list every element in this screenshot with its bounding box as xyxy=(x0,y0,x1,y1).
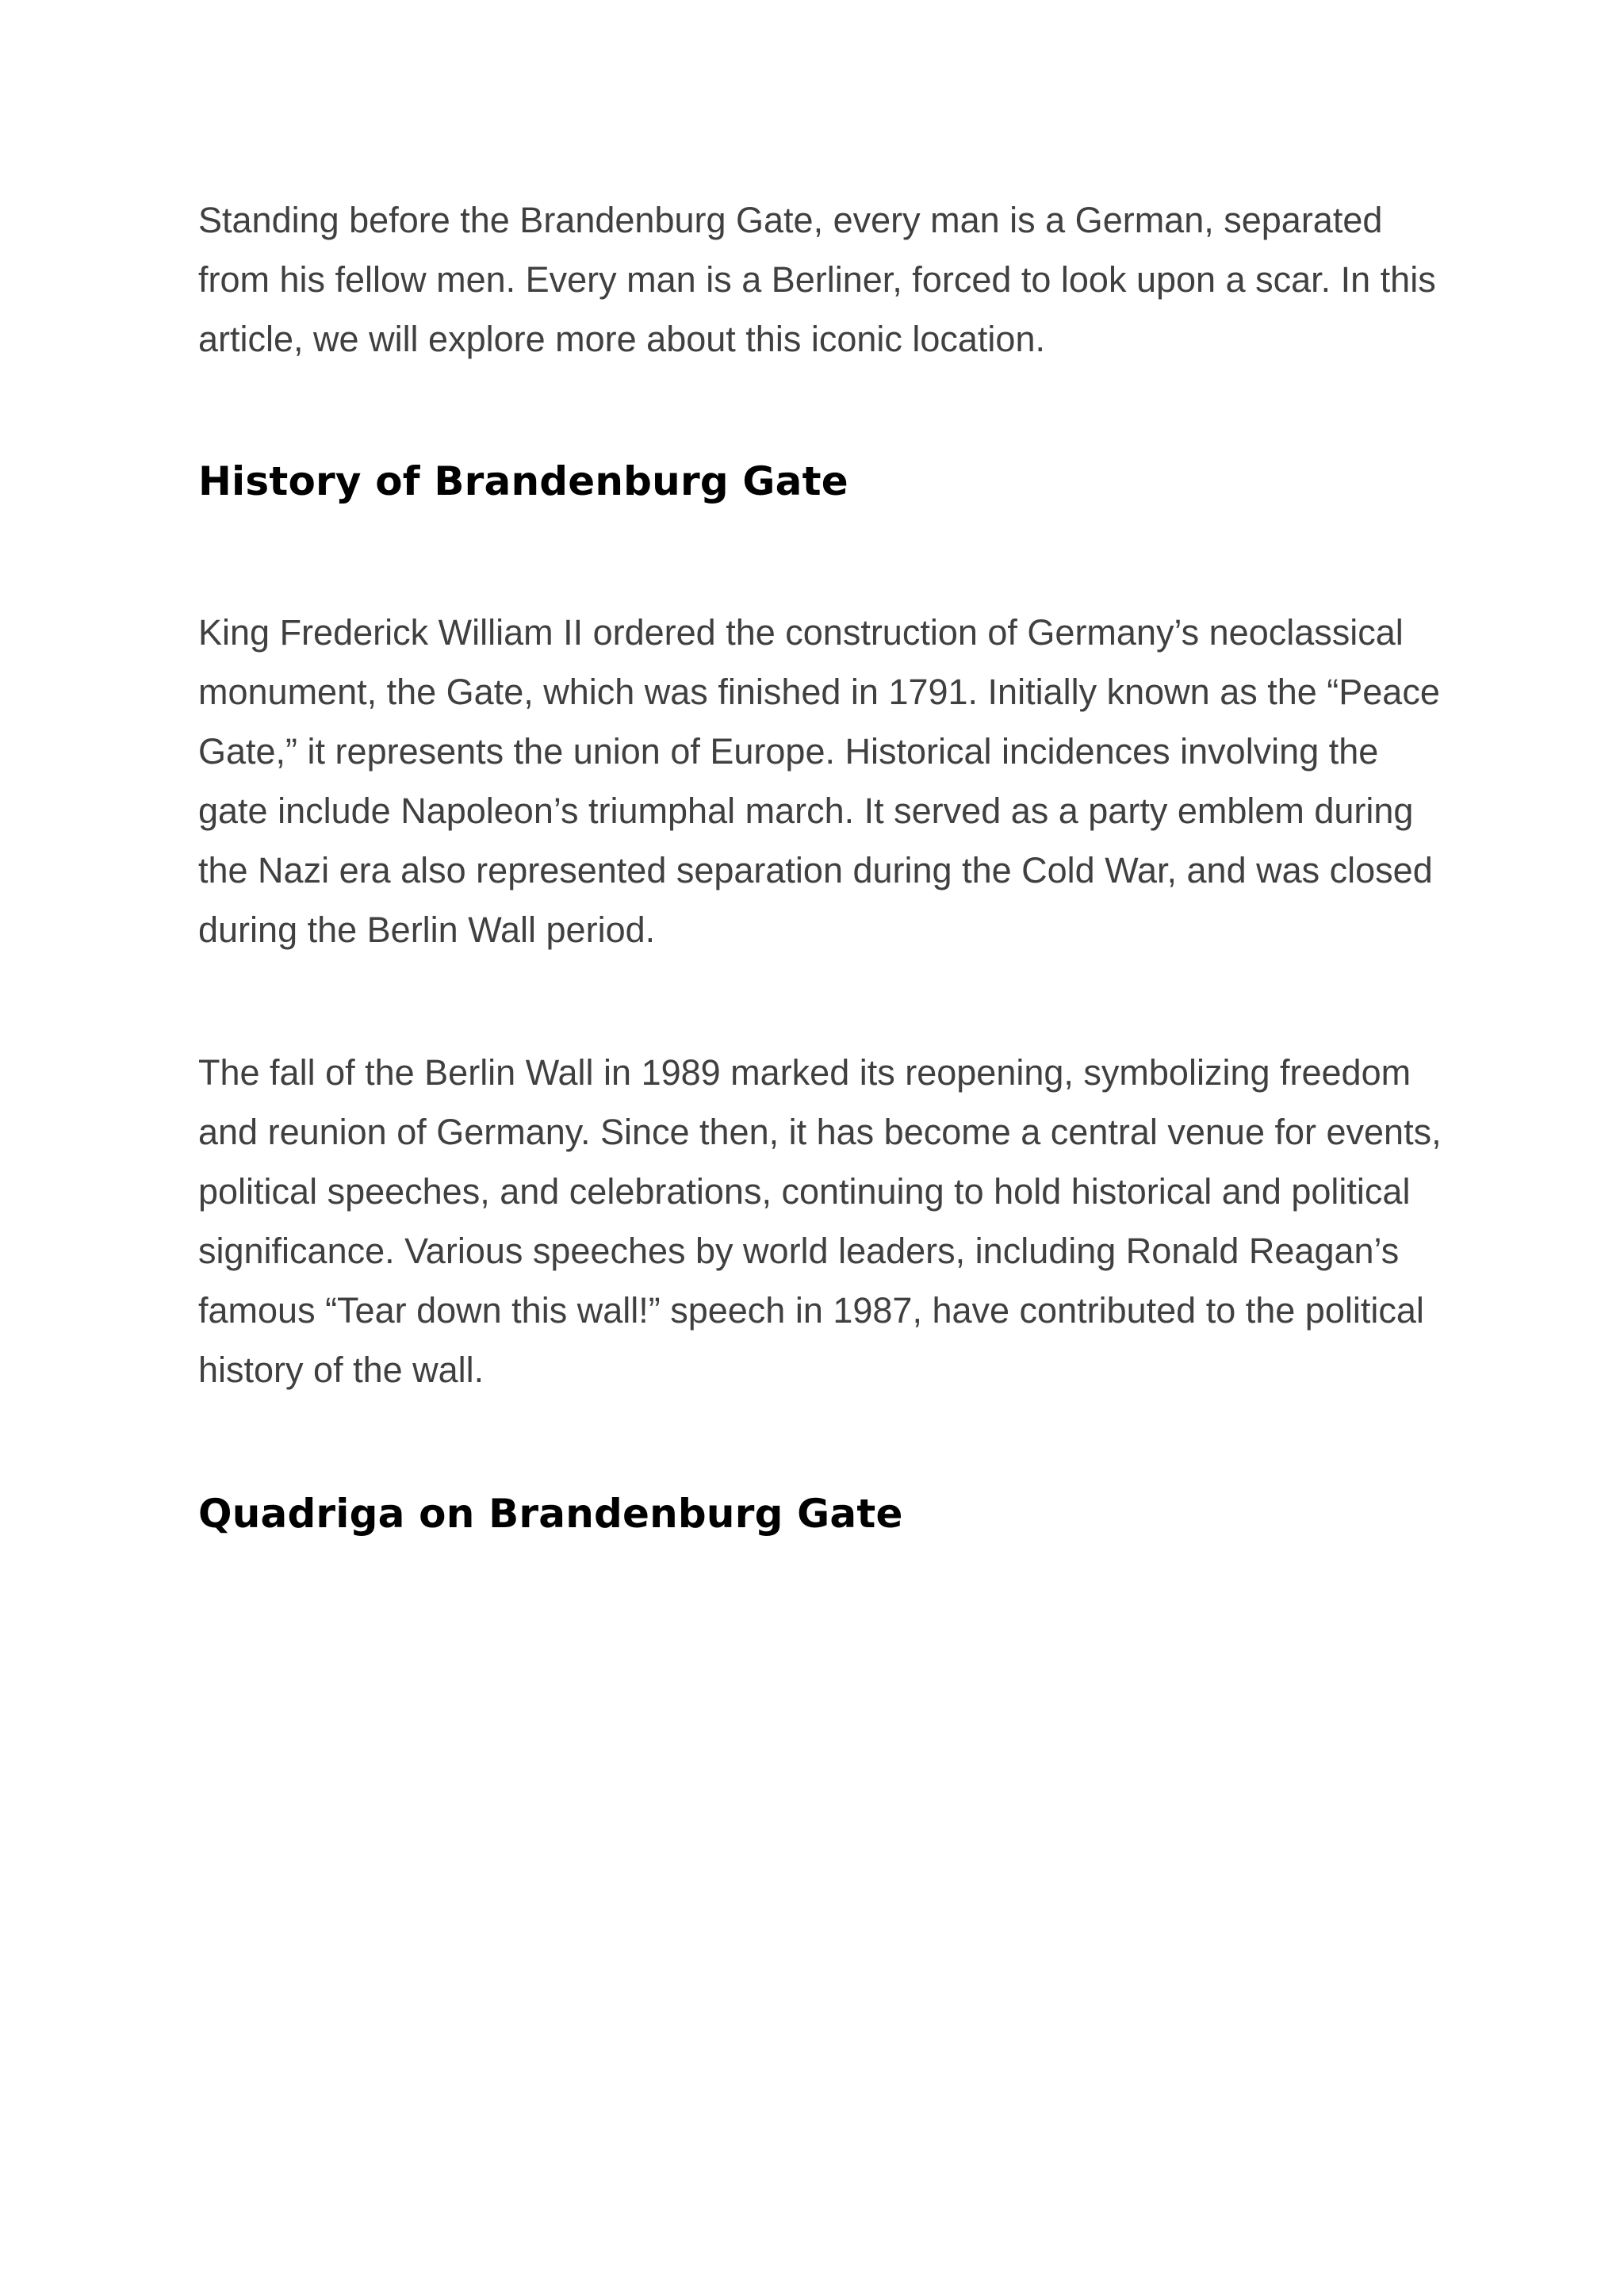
history-paragraph-1: King Frederick William II ordered the construction of Germany’s neoclassical monument, the Gate, which was finished in 1791. Initially known as the “Peace Gate,” it represents the union of Europe. Historical incidences involving the gate include Napoleon’s triumphal march. It served as a party emblem during the Nazi era also represented separation during the Cold War, and was closed during the Berlin Wall period. xyxy=(198,612,1440,950)
section-heading-history: History of Brandenburg Gate xyxy=(198,458,848,504)
intro-paragraph: Standing before the Brandenburg Gate, every man is a German, separated from his fellow men. Every man is a Berliner, forced to look upon a scar. In this article, we will explore more about this iconic location. xyxy=(198,200,1436,359)
section-heading-quadriga: Quadriga on Brandenburg Gate xyxy=(198,1491,903,1537)
history-paragraph-2: The fall of the Berlin Wall in 1989 marked its reopening, symbolizing freedom and reunion of Germany. Since then, it has become a central venue for events, political speeches, and celebrations, continuing to hold historical and political significance. Various speeches by world leaders, including Ronald Reagan’s famous “Tear down this wall!” speech in 1987, have contributed to the political history of the wall. xyxy=(198,1052,1442,1390)
